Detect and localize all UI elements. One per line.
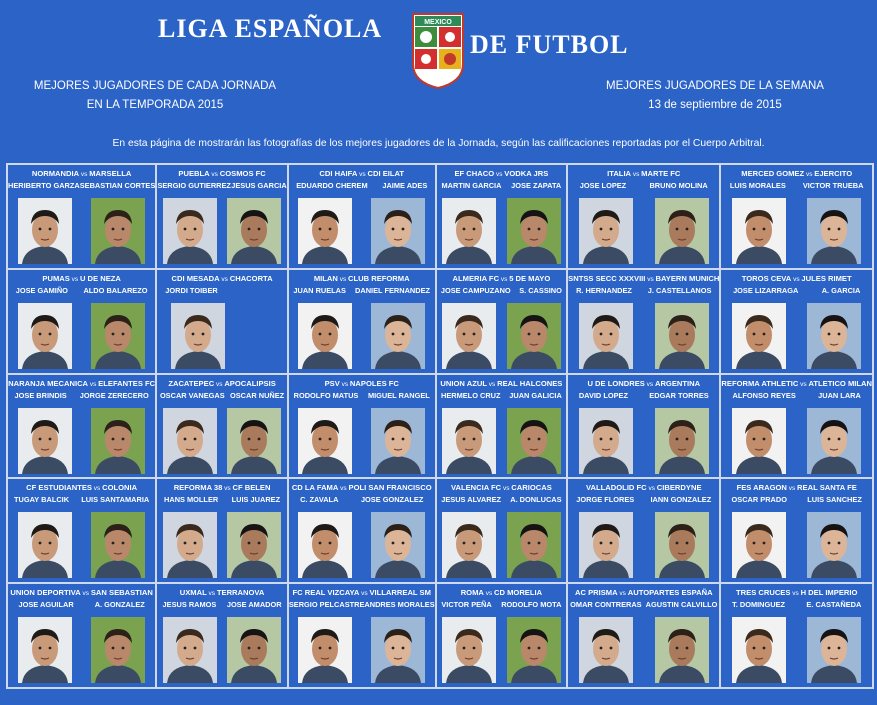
player-photo (91, 303, 145, 369)
player-name: A. GARCIA (821, 285, 861, 295)
match-title (437, 379, 567, 388)
player-photo (807, 617, 861, 683)
match-cell (7, 374, 156, 479)
player-photo (371, 198, 425, 264)
players-grid (6, 163, 874, 689)
match-cell (567, 164, 720, 269)
match-cell (156, 583, 288, 688)
away-team: MARTE FC (641, 169, 681, 178)
match-title (289, 483, 435, 492)
away-team: CHACORTA (229, 273, 273, 283)
match-cell (436, 374, 568, 479)
vs-label: vs (88, 380, 99, 388)
match-title (8, 169, 155, 178)
home-team: REFORMA ATHLETIC (721, 378, 799, 388)
match-cell (436, 583, 568, 688)
player-photo (371, 303, 425, 369)
match-title (437, 169, 567, 178)
home-team: NORMANDIA (31, 169, 80, 178)
player-name: EDGAR TORRES (649, 390, 709, 400)
vs-label: vs (644, 380, 655, 388)
match-title (8, 588, 155, 597)
player-photo (163, 408, 217, 474)
home-team: ITALIA (607, 169, 632, 178)
player-name: JORDI TOIBER (165, 285, 218, 295)
match-cell (7, 269, 156, 374)
player-name: DAVID LOPEZ (578, 390, 628, 400)
away-team: 5 DE MAYO (509, 273, 551, 283)
match-title (289, 588, 435, 597)
away-team: POLI SAN FRANCISCO (348, 483, 432, 493)
away-team: CD MORELIA (494, 588, 543, 598)
match-cell (720, 164, 873, 269)
player-name: JOSE BRINDIS (14, 390, 67, 400)
left-header-line1: MEJORES JUGADORES DE CADA JORNADA (33, 80, 277, 92)
player-name: HANS MOLLER (164, 495, 219, 505)
home-team: EF CHACO (454, 169, 495, 178)
home-team: ZACATEPEC (168, 378, 215, 388)
player-name: OSCAR NUÑEZ (229, 390, 285, 400)
left-header-line2: EN LA TEMPORADA 2015 (86, 99, 224, 111)
vs-label: vs (337, 275, 349, 283)
home-team: PUEBLA (178, 169, 210, 178)
player-name: LUIS MORALES (729, 181, 786, 190)
match-title (8, 274, 155, 283)
player-name: A. DONLUCAS (510, 495, 562, 505)
player-name: LUIS SANTAMARIA (81, 495, 150, 505)
home-team: CDI MESADA (171, 273, 220, 283)
player-name: MARTIN GARCIA (441, 181, 502, 190)
away-team: ELEFANTES FC (98, 378, 156, 388)
home-team: U DE LONDRES (587, 378, 645, 388)
player-name: JOSE GONZALEZ (360, 495, 424, 505)
home-team: PSV (324, 378, 340, 388)
player-photo (227, 512, 281, 578)
match-cell (7, 478, 156, 583)
home-team: VALLADOLID FC (586, 483, 647, 493)
player-photo (732, 303, 786, 369)
player-name: JUAN LARA (818, 390, 861, 400)
home-team: CD LA FAMA (291, 483, 339, 493)
player-photo (163, 512, 217, 578)
match-cell (436, 269, 568, 374)
vs-label: vs (359, 590, 370, 598)
player-name: S. CASSINO (519, 285, 562, 295)
match-title (721, 483, 872, 492)
player-photo (807, 408, 861, 474)
player-photo (732, 408, 786, 474)
player-name: ALDO BALAREZO (83, 285, 148, 295)
match-cell (436, 164, 568, 269)
match-cell (156, 478, 288, 583)
player-name: JOSE LOPEZ (579, 181, 627, 190)
intro-text: En esta página de mostrarán las fotografías de los mejores jugadores de la Jornada, según las calificaciones reportadas por el Cuerpo Arbitral. (112, 138, 765, 149)
match-cell (567, 583, 720, 688)
home-team: AC PRISMA (575, 588, 618, 598)
match-title (289, 274, 435, 283)
league-crest-logo (411, 12, 465, 90)
away-team: APOCALIPSIS (224, 378, 276, 388)
player-name: ANDRES MORALES (364, 600, 435, 610)
player-name: RODOLFO MATUS (293, 390, 359, 400)
player-photo (655, 617, 709, 683)
away-team: COLONIA (102, 483, 138, 493)
player-photo (371, 617, 425, 683)
player-photo (18, 512, 72, 578)
player-photo (655, 303, 709, 369)
away-team: CIBERDYNE (656, 483, 702, 493)
player-name: JESUS RAMOS (162, 600, 217, 610)
match-title (157, 483, 287, 492)
away-team: SAN SEBASTIAN (90, 588, 153, 598)
player-photo (442, 303, 496, 369)
home-team: PUMAS (42, 273, 70, 283)
player-photo (91, 512, 145, 578)
home-team: FES ARAGON (736, 483, 787, 493)
vs-label: vs (209, 171, 220, 178)
player-photo (507, 512, 561, 578)
player-name: VICTOR PEÑA (441, 600, 492, 610)
match-cell (7, 164, 156, 269)
vs-label: vs (219, 275, 230, 283)
vs-label: vs (798, 380, 809, 388)
player-photo (91, 408, 145, 474)
player-name: T. DOMINGUEZ (732, 600, 786, 610)
match-title (289, 169, 435, 178)
player-photo (732, 198, 786, 264)
match-title (157, 588, 287, 597)
away-team: EJERCITO (814, 169, 853, 178)
player-photo (18, 408, 72, 474)
player-name: JUAN GALICIA (509, 390, 562, 400)
away-team: CARIOCAS (511, 483, 552, 493)
away-team: COSMOS FC (219, 169, 266, 178)
player-name: E. CASTAÑEDA (806, 600, 862, 610)
player-name: JAIME ADES (382, 181, 428, 190)
home-team: REFORMA 38 (173, 483, 223, 493)
player-name: EDUARDO CHEREM (296, 181, 368, 190)
player-photo (442, 198, 496, 264)
match-cell (156, 374, 288, 479)
player-photo (171, 303, 225, 369)
away-team: VILLARREAL SM (369, 588, 431, 598)
player-photo (227, 617, 281, 683)
match-cell (7, 583, 156, 688)
match-cell (288, 478, 436, 583)
player-name: JOSE LIZARRAGA (733, 285, 799, 295)
vs-label: vs (804, 171, 815, 178)
player-name: R. HERNANDEZ (576, 285, 632, 295)
player-photo (227, 198, 281, 264)
match-cell (567, 269, 720, 374)
player-photo (655, 512, 709, 578)
player-photo (579, 512, 633, 578)
home-team: VALENCIA FC (450, 483, 502, 493)
svg-text:MEXICO: MEXICO (424, 19, 452, 26)
player-photo (18, 198, 72, 264)
player-name: HERMELO CRUZ (440, 390, 501, 400)
player-photo (507, 198, 561, 264)
away-team: REAL SANTA FE (797, 483, 857, 493)
player-name: JOSE ZAPATA (511, 181, 562, 190)
match-cell (567, 478, 720, 583)
player-photo (507, 408, 561, 474)
match-title (437, 274, 567, 283)
player-name: DANIEL FERNANDEZ (355, 285, 431, 295)
match-title (437, 588, 567, 597)
player-name: JOSE AMADOR (226, 600, 282, 610)
vs-label: vs (791, 275, 802, 283)
home-team: FC REAL VIZCAYA (292, 588, 360, 598)
player-photo (18, 303, 72, 369)
vs-label: vs (338, 485, 349, 493)
away-team: ARGENTINA (654, 378, 701, 388)
vs-label: vs (645, 275, 656, 283)
player-photo (227, 408, 281, 474)
player-photo (163, 617, 217, 683)
player-name: JORGE ZERECERO (79, 390, 149, 400)
match-title (157, 274, 287, 283)
player-name: OSCAR PRADO (731, 495, 787, 505)
away-team: ATLETICO MILAN (808, 378, 872, 388)
match-title (568, 274, 719, 283)
vs-label: vs (617, 590, 628, 598)
right-header-date: 13 de septiembre de 2015 (648, 99, 782, 111)
player-name: HERIBERTO GARZA (8, 181, 80, 190)
home-team: MILAN (313, 273, 338, 283)
vs-label: vs (646, 485, 657, 493)
vs-label: vs (80, 590, 91, 598)
home-team: UNION DEPORTIVA (10, 588, 81, 598)
player-name: C. ZAVALA (300, 495, 339, 505)
match-cell (720, 478, 873, 583)
player-photo (18, 617, 72, 683)
home-team: ROMA (460, 588, 484, 598)
home-team: TOROS CEVA (741, 273, 792, 283)
player-name: AGUSTIN CALVILLO (645, 600, 718, 610)
match-cell (288, 269, 436, 374)
match-cell (288, 583, 436, 688)
match-title (568, 588, 719, 597)
player-name: IANN GONZALEZ (650, 495, 712, 505)
player-name: SERGIO PELCASTRE (288, 600, 365, 610)
match-cell (720, 583, 873, 688)
match-title (568, 483, 719, 492)
home-team: UXMAL (179, 588, 207, 598)
match-title (721, 379, 872, 388)
vs-label: vs (501, 485, 512, 493)
away-team: H DEL IMPERIO (800, 588, 858, 598)
match-title (721, 588, 872, 597)
player-photo (298, 617, 352, 683)
player-photo (807, 512, 861, 578)
player-name: JORGE FLORES (576, 495, 635, 505)
home-team: ALMERIA FC (452, 273, 500, 283)
match-cell (567, 374, 720, 479)
vs-label: vs (357, 171, 368, 178)
home-team: UNION AZUL (440, 378, 487, 388)
player-photo (507, 617, 561, 683)
home-team: SNTSS SECC XXXVIII (568, 273, 646, 283)
away-team: TERRANOVA (216, 588, 265, 598)
match-cell (720, 374, 873, 479)
player-name: BRUNO MOLINA (649, 181, 708, 190)
player-name: A. GONZALEZ (94, 600, 145, 610)
vs-label: vs (499, 275, 510, 283)
player-name: J. CASTELLANOS (647, 285, 712, 295)
match-title (157, 379, 287, 388)
player-photo (579, 303, 633, 369)
vs-label: vs (91, 485, 103, 493)
home-team: TRES CRUCES (736, 588, 791, 598)
home-team: NARANJA MECANICA (8, 378, 89, 388)
match-title (568, 169, 719, 178)
player-photo (655, 198, 709, 264)
player-photo (442, 512, 496, 578)
player-name: MIGUEL RANGEL (367, 390, 430, 400)
player-name: JOSE AGUILAR (18, 600, 74, 610)
player-name: JOSE CAMPUZANO (440, 285, 511, 295)
home-team: CF ESTUDIANTES (26, 483, 92, 493)
player-name: SEBASTIAN CORTES (79, 181, 156, 190)
player-photo (655, 408, 709, 474)
match-cell (436, 478, 568, 583)
away-team: MARSELLA (89, 169, 132, 178)
match-title (437, 483, 567, 492)
away-team: BAYERN MUNICH (655, 273, 720, 283)
away-team: CF BELEN (232, 483, 271, 493)
player-photo (298, 512, 352, 578)
player-name: JESUS ALVAREZ (441, 495, 502, 505)
player-name: ALFONSO REYES (732, 390, 796, 400)
player-photo (579, 408, 633, 474)
home-team: CDI HAIFA (319, 169, 358, 178)
match-title (568, 379, 719, 388)
away-team: NAPOLES FC (349, 378, 399, 388)
vs-label: vs (786, 485, 798, 493)
player-photo (371, 408, 425, 474)
away-team: REAL HALCONES (497, 378, 563, 388)
match-title (8, 379, 155, 388)
match-cell (288, 374, 436, 479)
player-photo (732, 617, 786, 683)
player-photo (163, 198, 217, 264)
player-photo (371, 512, 425, 578)
vs-label: vs (631, 171, 642, 178)
player-name: OMAR CONTRERAS (570, 600, 642, 610)
vs-label: vs (222, 485, 233, 493)
player-photo (91, 198, 145, 264)
vs-label: vs (790, 590, 801, 598)
player-photo (579, 198, 633, 264)
site-title-left: LIGA ESPAÑOLA (158, 14, 383, 43)
away-team: CLUB REFORMA (348, 273, 410, 283)
vs-label: vs (483, 590, 495, 598)
player-photo (91, 617, 145, 683)
player-name: JOSE GAMIÑO (15, 285, 68, 295)
match-cell (288, 164, 436, 269)
away-team: U DE NEZA (79, 273, 121, 283)
player-photo (298, 303, 352, 369)
away-team: VODKA JRS (504, 169, 549, 178)
match-title (289, 379, 435, 388)
vs-label: vs (206, 590, 217, 598)
right-header-line1: MEJORES JUGADORES DE LA SEMANA (606, 80, 824, 92)
player-name: RODOLFO MOTA (501, 600, 562, 610)
player-name: SERGIO GUTIERREZ (157, 181, 231, 190)
site-title-right: DE FUTBOL (470, 30, 629, 59)
away-team: CDI EILAT (367, 169, 405, 178)
player-name: LUIS JUAREZ (231, 495, 281, 505)
player-name: TUGAY BALCIK (14, 495, 70, 505)
player-photo (807, 198, 861, 264)
match-title (721, 169, 872, 178)
player-photo (507, 303, 561, 369)
vs-label: vs (79, 171, 90, 178)
player-name: JESUS GARCIA (231, 181, 287, 190)
away-team: AUTOPARTES ESPAÑA (627, 588, 713, 598)
player-name: JUAN RUELAS (293, 285, 346, 295)
vs-label: vs (69, 275, 80, 283)
match-cell (720, 269, 873, 374)
vs-label: vs (214, 380, 225, 388)
match-title (157, 169, 287, 178)
player-photo (442, 617, 496, 683)
vs-label: vs (486, 380, 498, 388)
match-cell (156, 269, 288, 374)
player-name: OSCAR VANEGAS (159, 390, 225, 400)
player-photo (442, 408, 496, 474)
player-name: LUIS SANCHEZ (807, 495, 862, 505)
player-photo (732, 512, 786, 578)
away-team: JULES RIMET (801, 273, 852, 283)
player-photo (579, 617, 633, 683)
match-title (721, 274, 872, 283)
player-photo (298, 198, 352, 264)
player-photo (298, 408, 352, 474)
player-photo (807, 303, 861, 369)
player-name: VICTOR TRUEBA (802, 181, 864, 190)
match-title (8, 483, 155, 492)
match-cell (156, 164, 288, 269)
vs-label: vs (494, 171, 505, 178)
home-team: MERCED GOMEZ (741, 169, 805, 178)
vs-label: vs (339, 380, 350, 388)
